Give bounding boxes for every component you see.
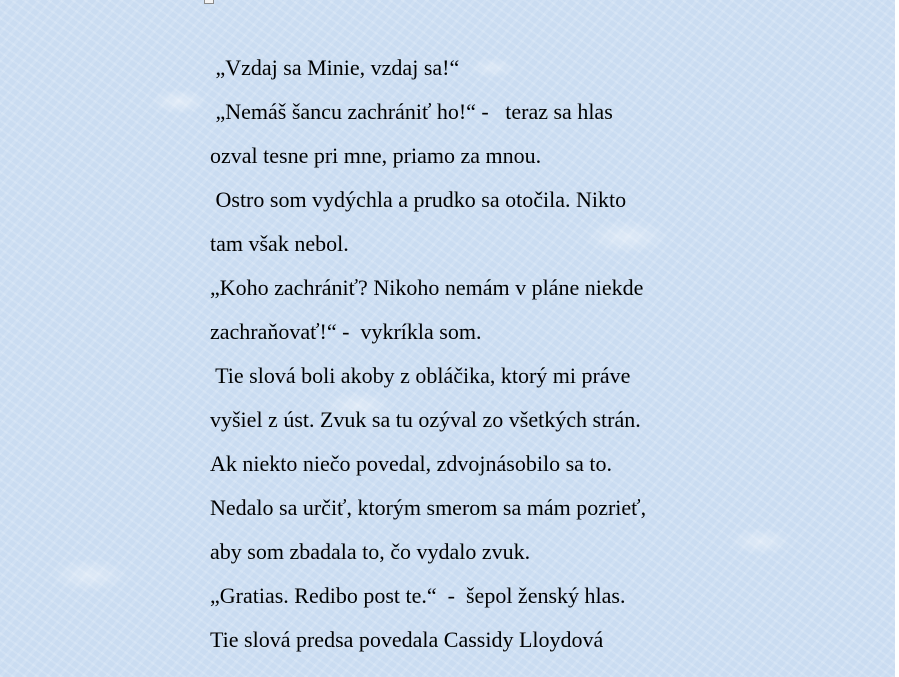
text-line: Nedalo sa určiť, ktorým smerom sa mám pozrieť, <box>210 495 647 520</box>
text-line: Ostro som vydýchla a prudko sa otočila. Nikto <box>210 187 627 212</box>
text-line: Tie slová predsa povedala Cassidy Lloydová <box>210 627 604 652</box>
text-line: „Koho zachrániť? Nikoho nemám v pláne niekde <box>210 275 644 300</box>
text-line: „Vzdaj sa Minie, vzdaj sa!“ <box>210 55 460 80</box>
document-text[interactable] <box>210 50 750 666</box>
window-edge <box>895 0 899 677</box>
text-line: vyšiel z úst. Zvuk sa tu ozýval zo všetkých strán. <box>210 407 641 432</box>
text-boundary-marker <box>204 0 214 4</box>
text-line: Ak niekto niečo povedal, zdvojnásobilo sa to. <box>210 451 613 476</box>
text-line: „Nemáš šancu zachrániť ho!“ - teraz sa hlas <box>210 99 613 124</box>
text-line: zachraňovať!“ - vykríkla som. <box>210 319 482 344</box>
text-line: aby som zbadala to, čo vydalo zvuk. <box>210 539 531 564</box>
text-line: „Gratias. Redibo post te.“ - šepol ženský hlas. <box>210 583 626 608</box>
text-line: ozval tesne pri mne, priamo za mnou. <box>210 143 542 168</box>
text-line: Tie slová boli akoby z obláčika, ktorý mi práve <box>210 363 631 388</box>
text-line: tam však nebol. <box>210 231 349 256</box>
